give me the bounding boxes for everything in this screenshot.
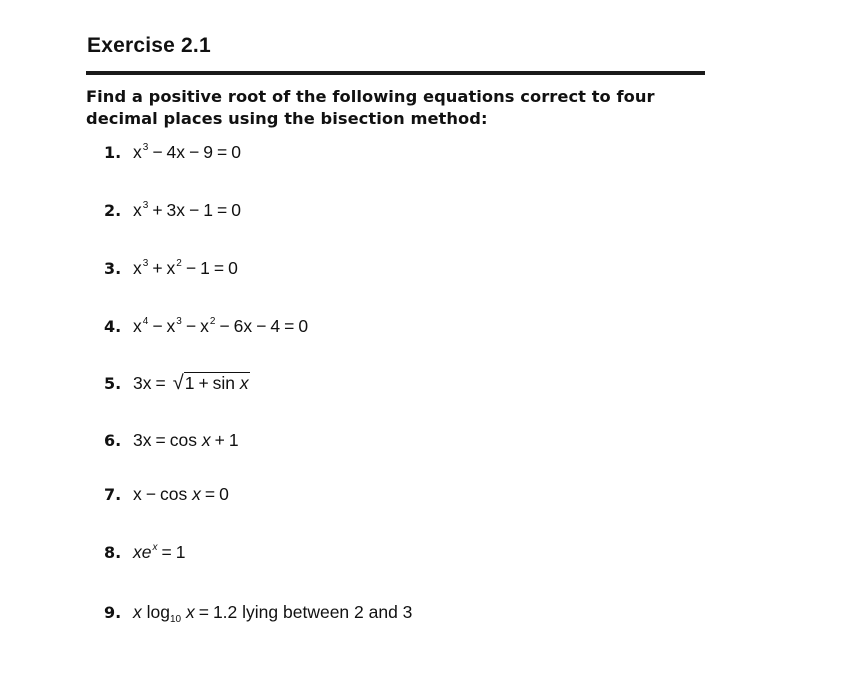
exercise-item-1 [104, 142, 241, 163]
exercise-item-2 [104, 200, 241, 221]
item-number: 8. [104, 543, 122, 562]
page-title: Exercise 2.1 [87, 34, 211, 57]
equation: $x^3 - 4x - 9 = 0$ [133, 142, 241, 162]
equation: $x^3 + 3x - 1 = 0$ [133, 200, 241, 220]
equation: x − cos x = 0 [133, 484, 229, 504]
exercise-item-5 [104, 372, 250, 395]
equation: 3x = √1 + sin x [133, 372, 249, 394]
exercise-item-4 [104, 316, 308, 337]
exercise-item-6 [104, 430, 239, 451]
item-number: 4. [104, 317, 122, 336]
item-number: 1. [104, 143, 122, 162]
exercise-item-3 [104, 258, 238, 279]
item-number: 5. [104, 374, 122, 393]
title-rule [86, 71, 705, 75]
equation: $x^3 + x^2 - 1 = 0$ [133, 258, 238, 278]
square-root-symbol: √1 + sin x [172, 372, 249, 394]
item-number: 9. [104, 603, 122, 622]
equation: x $\log_{10} x = 1.2$ lying between 2 and 3 [133, 602, 413, 625]
equation: $xe^x = 1$ [133, 542, 186, 562]
item-number: 7. [104, 485, 122, 504]
exercise-item-7 [104, 484, 229, 505]
equation: $x^4 - x^3 - x^2 - 6x - 4 = 0$ [133, 316, 309, 336]
item-number: 3. [104, 259, 122, 278]
equation: 3x = cos x + 1 [133, 430, 239, 450]
exercise-item-8 [104, 542, 185, 563]
item-number: 2. [104, 201, 122, 220]
exercise-item-9 [104, 602, 412, 625]
item-number: 6. [104, 431, 122, 450]
instructions-text: Find a positive root of the following equations correct to four decimal places using the bisection method: [86, 87, 655, 128]
